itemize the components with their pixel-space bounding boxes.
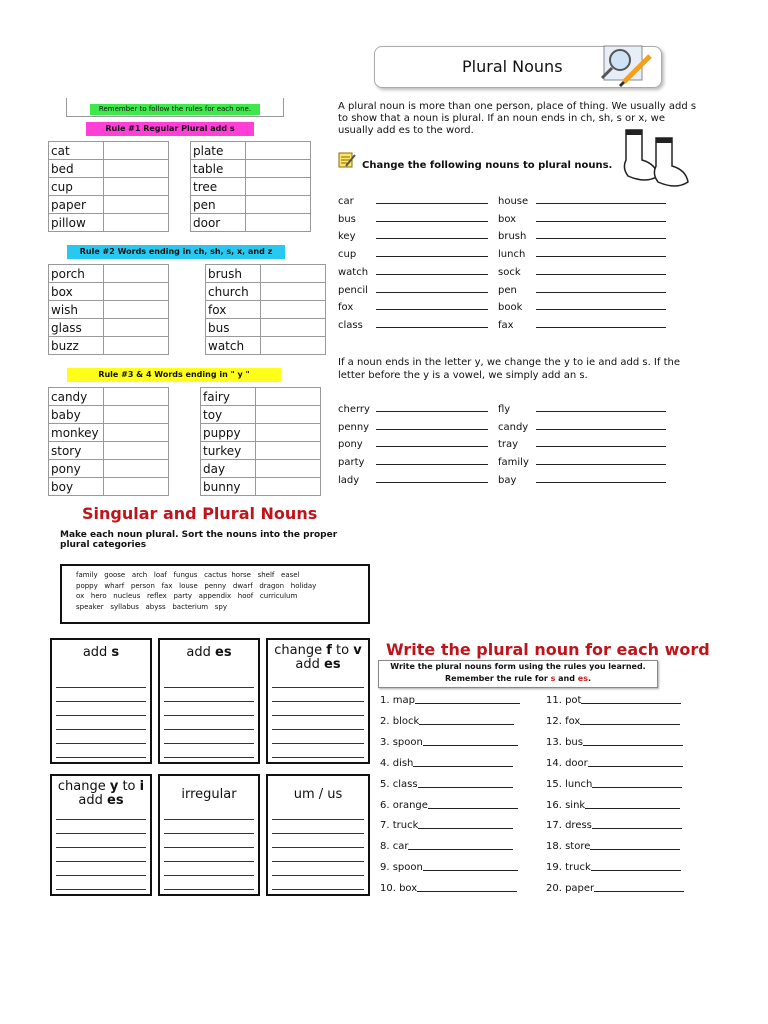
list-item — [380, 690, 520, 711]
word-cell: tree — [191, 178, 246, 196]
list-item — [546, 732, 683, 753]
intro-text: A plural noun is more than one person, place of thing. We usually add s to show that a noun is plural. If an noun ends in ch, sh, s or x, we usually add es to the word. — [338, 101, 697, 136]
word-cell: pillow — [49, 214, 104, 232]
answer-blank[interactable] — [376, 318, 488, 328]
noun-label: tray — [498, 439, 519, 451]
noun-label: candy — [498, 421, 529, 433]
answer-blank[interactable] — [376, 473, 488, 483]
word-cell: glass — [49, 319, 104, 337]
change-instruction: Change the following nouns to plural nouns. — [362, 160, 613, 171]
list-item — [498, 317, 666, 335]
answer-blank[interactable] — [423, 732, 518, 746]
list-item — [338, 472, 488, 490]
answer-blank[interactable] — [376, 229, 488, 239]
noun-label: party — [338, 457, 365, 469]
answer-cell[interactable] — [256, 424, 321, 442]
answer-cell[interactable] — [104, 406, 169, 424]
category-irregular: irregular — [158, 774, 260, 896]
word-cell: church — [206, 283, 261, 301]
answer-blank[interactable] — [419, 711, 514, 725]
list-item — [338, 211, 488, 229]
word-cell: wish — [49, 301, 104, 319]
answer-cell[interactable] — [104, 388, 169, 406]
answer-blank[interactable] — [590, 836, 680, 850]
answer-blank[interactable] — [376, 265, 488, 275]
answer-cell[interactable] — [104, 214, 169, 232]
table-row — [49, 424, 169, 442]
answer-cell[interactable] — [256, 478, 321, 496]
numbered-word: 10. box — [380, 883, 418, 895]
answer-blank[interactable] — [536, 420, 666, 430]
word-cell: story — [49, 442, 104, 460]
answer-blank[interactable] — [583, 732, 683, 746]
answer-blank[interactable] — [376, 283, 488, 293]
table-row — [49, 406, 169, 424]
answer-blank[interactable] — [376, 455, 488, 465]
list-item — [338, 264, 488, 282]
word-cell: cat — [49, 142, 104, 160]
table-row — [201, 388, 321, 406]
rule2-table-left — [48, 264, 169, 355]
table-row — [191, 160, 311, 178]
table-row — [49, 178, 169, 196]
table-row — [49, 337, 169, 355]
list-item — [338, 282, 488, 300]
answer-cell[interactable] — [256, 388, 321, 406]
table-row — [191, 178, 311, 196]
sort-instruction: Make each noun plural. Sort the nouns into the proper plural categories — [60, 530, 338, 550]
list-item — [498, 228, 666, 246]
answer-cell[interactable] — [104, 142, 169, 160]
list-item — [498, 454, 666, 472]
list-item — [546, 836, 680, 857]
answer-cell[interactable] — [104, 319, 169, 337]
numbered-word: 19. truck — [546, 862, 591, 874]
word-cell: buzz — [49, 337, 104, 355]
table-row — [201, 424, 321, 442]
answer-cell[interactable] — [104, 178, 169, 196]
answer-blank[interactable] — [536, 247, 666, 257]
numbered-word: 7. truck — [380, 820, 419, 832]
list-item — [380, 774, 513, 795]
noun-label: brush — [498, 231, 527, 243]
word-cell: cup — [49, 178, 104, 196]
word-cell: bed — [49, 160, 104, 178]
noun-label: fly — [498, 404, 511, 415]
noun-label: bus — [338, 213, 356, 225]
answer-blank[interactable] — [536, 402, 666, 412]
socks-image — [616, 124, 696, 190]
table-row — [191, 142, 311, 160]
list-item — [546, 753, 683, 774]
answer-blank[interactable] — [536, 229, 666, 239]
table-row — [49, 160, 169, 178]
list-item — [338, 193, 488, 211]
list-item — [380, 878, 517, 899]
list-item — [338, 454, 488, 472]
numbered-word: 11. pot — [546, 695, 582, 706]
answer-blank[interactable] — [536, 265, 666, 275]
numbered-word: 14. door — [546, 757, 588, 769]
table-row — [206, 319, 326, 337]
list-item — [380, 753, 513, 774]
list-item — [380, 795, 518, 816]
list-item — [498, 299, 666, 317]
list-item — [338, 401, 488, 419]
table-row — [49, 283, 169, 301]
reminder-text: Remember to follow the rules for each one. — [90, 104, 260, 115]
answer-blank[interactable] — [376, 247, 488, 257]
notepad-icon — [338, 152, 356, 168]
list-item — [498, 193, 666, 211]
noun-label: fax — [498, 319, 514, 331]
answer-cell[interactable] — [256, 442, 321, 460]
list-item — [380, 836, 513, 857]
list-item — [338, 246, 488, 264]
table-row — [49, 196, 169, 214]
answer-blank[interactable] — [591, 857, 681, 871]
answer-blank[interactable] — [536, 300, 666, 310]
noun-label: penny — [338, 421, 370, 433]
numbered-word: 5. class — [380, 778, 418, 790]
table-row — [191, 196, 311, 214]
answer-cell[interactable] — [246, 214, 311, 232]
table-row — [206, 337, 326, 355]
list-item — [498, 282, 666, 300]
list-item — [498, 419, 666, 437]
numbered-word: 13. bus — [546, 736, 583, 748]
answer-cell[interactable] — [104, 337, 169, 355]
list-item — [380, 815, 513, 836]
rule1-table-right — [190, 141, 311, 232]
list-item — [546, 878, 684, 899]
page-title: Plural Nouns — [462, 57, 563, 76]
table-row — [201, 460, 321, 478]
answer-blank[interactable] — [376, 300, 488, 310]
answer-blank[interactable] — [536, 212, 666, 222]
word-bank-line: ox hero nucleus reflex party appendix hoof curriculum — [76, 592, 298, 600]
answer-blank[interactable] — [536, 194, 666, 204]
numbered-word: 12. fox — [546, 715, 581, 727]
answer-blank[interactable] — [408, 836, 513, 850]
answer-blank[interactable] — [413, 753, 513, 767]
numbered-word: 4. dish — [380, 757, 414, 769]
magnifier-pencil-icon — [598, 44, 654, 88]
noun-label: lady — [338, 474, 360, 486]
y-rule-text: If a noun ends in the letter y, we change the y to ie and add s. If the letter before the y is a vowel, we simply add an s. — [338, 357, 680, 381]
write-instruction-line2: Remember the rule for s and es. — [445, 674, 591, 683]
table-row — [49, 301, 169, 319]
table-row — [49, 460, 169, 478]
answer-cell[interactable] — [104, 478, 169, 496]
rule2-label: Rule #2 Words ending in ch, sh, s, x, and z — [67, 245, 285, 259]
answer-blank[interactable] — [581, 690, 681, 704]
sort-title: Singular and Plural Nouns — [82, 504, 318, 523]
word-cell: turkey — [201, 442, 256, 460]
answer-blank[interactable] — [592, 774, 682, 788]
answer-blank[interactable] — [376, 437, 488, 447]
word-bank-text — [62, 566, 368, 612]
answer-blank[interactable] — [536, 318, 666, 328]
answer-blank[interactable] — [423, 857, 518, 871]
noun-label: box — [498, 213, 517, 225]
word-bank — [60, 564, 370, 624]
word-bank-line: speaker syllabus abyss bacterium spy — [76, 602, 227, 611]
noun-label: sock — [498, 266, 521, 278]
rule1-table-left — [48, 141, 169, 232]
list-item — [546, 711, 680, 732]
word-cell: fairy — [201, 388, 256, 406]
answer-blank[interactable] — [536, 437, 666, 447]
noun-label: pony — [338, 439, 363, 451]
numbered-word: 9. spoon — [380, 862, 423, 874]
list-item — [380, 711, 514, 732]
table-row — [201, 406, 321, 424]
list-item — [498, 401, 666, 419]
noun-label: cup — [338, 249, 357, 261]
word-cell: candy — [49, 388, 104, 406]
noun-label: pen — [498, 284, 517, 296]
answer-lines[interactable] — [164, 674, 254, 758]
noun-label: cherry — [338, 404, 370, 415]
noun-label: watch — [338, 266, 369, 278]
word-bank-line: family goose arch loaf fungus cactus horse shelf easel — [76, 571, 300, 579]
answer-lines[interactable] — [56, 674, 146, 758]
answer-blank[interactable] — [536, 283, 666, 293]
answer-cell[interactable] — [261, 319, 326, 337]
write-instruction-box — [378, 660, 658, 688]
noun-label: house — [498, 196, 529, 207]
answer-blank[interactable] — [417, 878, 517, 892]
numbered-word: 2. block — [380, 715, 420, 727]
answer-cell[interactable] — [256, 406, 321, 424]
list-item — [498, 211, 666, 229]
table-row — [49, 442, 169, 460]
word-cell: bunny — [201, 478, 256, 496]
list-item — [498, 246, 666, 264]
table-row — [206, 301, 326, 319]
rule2-table-right — [205, 264, 326, 355]
category-um-us: um / us — [266, 774, 370, 896]
table-row — [49, 142, 169, 160]
word-cell: brush — [206, 265, 261, 283]
answer-cell[interactable] — [261, 337, 326, 355]
answer-blank[interactable] — [536, 455, 666, 465]
word-cell: fox — [206, 301, 261, 319]
table-row — [49, 319, 169, 337]
numbered-word: 3. spoon — [380, 736, 423, 748]
answer-cell[interactable] — [104, 160, 169, 178]
noun-label: family — [498, 457, 529, 469]
answer-blank[interactable] — [376, 402, 488, 412]
write-instruction-line1: Write the plural nouns form using the rules you learned. — [390, 662, 646, 671]
answer-cell[interactable] — [256, 460, 321, 478]
answer-blank[interactable] — [580, 711, 680, 725]
answer-cell[interactable] — [104, 283, 169, 301]
word-cell: door — [191, 214, 246, 232]
list-item — [546, 795, 680, 816]
list-item — [546, 690, 681, 711]
word-cell: bus — [206, 319, 261, 337]
word-cell: box — [49, 283, 104, 301]
list-item — [380, 857, 518, 878]
category-add-es: add es — [158, 638, 260, 764]
answer-lines[interactable] — [164, 806, 254, 890]
answer-blank[interactable] — [376, 420, 488, 430]
table-row — [201, 478, 321, 496]
noun-label: class — [338, 319, 363, 331]
numbered-word: 16. sink — [546, 799, 586, 811]
list-item — [338, 228, 488, 246]
word-cell: plate — [191, 142, 246, 160]
noun-label: key — [338, 231, 356, 243]
table-row — [49, 388, 169, 406]
word-cell: puppy — [201, 424, 256, 442]
answer-blank[interactable] — [536, 473, 666, 483]
answer-cell[interactable] — [261, 265, 326, 283]
table-row — [206, 283, 326, 301]
answer-cell[interactable] — [246, 142, 311, 160]
word-cell: monkey — [49, 424, 104, 442]
word-cell: baby — [49, 406, 104, 424]
table-row — [49, 214, 169, 232]
list-item — [338, 317, 488, 335]
rule3-table-right — [200, 387, 321, 496]
word-cell: boy — [49, 478, 104, 496]
word-cell: pony — [49, 460, 104, 478]
write-title: Write the plural noun for each word — [386, 640, 710, 659]
list-item — [498, 264, 666, 282]
table-row — [49, 478, 169, 496]
answer-cell[interactable] — [104, 442, 169, 460]
answer-lines[interactable] — [56, 806, 146, 890]
list-item — [546, 774, 682, 795]
word-cell: watch — [206, 337, 261, 355]
numbered-word: 20. paper — [546, 883, 595, 895]
answer-cell[interactable] — [104, 460, 169, 478]
answer-cell[interactable] — [104, 196, 169, 214]
answer-cell[interactable] — [246, 160, 311, 178]
list-item — [546, 815, 682, 836]
answer-blank[interactable] — [594, 878, 684, 892]
list-item — [338, 419, 488, 437]
answer-lines[interactable] — [272, 806, 364, 890]
answer-blank[interactable] — [592, 815, 682, 829]
list-item — [498, 436, 666, 454]
word-cell: toy — [201, 406, 256, 424]
answer-blank[interactable] — [588, 753, 683, 767]
answer-blank[interactable] — [415, 690, 520, 704]
answer-cell[interactable] — [104, 301, 169, 319]
answer-blank[interactable] — [376, 194, 488, 204]
numbered-word: 8. car — [380, 841, 409, 853]
noun-label: lunch — [498, 249, 526, 261]
table-row — [206, 265, 326, 283]
numbered-word: 1. map — [380, 695, 415, 706]
numbered-word: 18. store — [546, 841, 591, 853]
list-item — [338, 299, 488, 317]
answer-blank[interactable] — [376, 212, 488, 222]
noun-label: pencil — [338, 284, 368, 296]
noun-label: fox — [338, 302, 354, 314]
category-change-f-to-v: change f to v add es — [266, 638, 370, 764]
answer-cell[interactable] — [261, 283, 326, 301]
rule1-label: Rule #1 Regular Plural add s — [86, 122, 254, 136]
answer-blank[interactable] — [418, 774, 513, 788]
answer-cell[interactable] — [261, 301, 326, 319]
numbered-word: 6. orange — [380, 799, 428, 811]
answer-cell[interactable] — [104, 424, 169, 442]
answer-lines[interactable] — [272, 674, 364, 758]
word-cell: pen — [191, 196, 246, 214]
noun-label: book — [498, 302, 523, 314]
word-cell: porch — [49, 265, 104, 283]
category-add-s: add s — [50, 638, 152, 764]
word-cell: day — [201, 460, 256, 478]
noun-label: car — [338, 196, 354, 207]
table-row — [191, 214, 311, 232]
numbered-word: 15. lunch — [546, 778, 593, 790]
numbered-word: 17. dress — [546, 820, 592, 832]
table-row — [201, 442, 321, 460]
answer-cell[interactable] — [246, 196, 311, 214]
table-row — [49, 265, 169, 283]
noun-label: bay — [498, 474, 517, 486]
list-item — [546, 857, 681, 878]
answer-blank[interactable] — [418, 815, 513, 829]
word-cell: table — [191, 160, 246, 178]
answer-blank[interactable] — [428, 795, 518, 809]
word-cell: paper — [49, 196, 104, 214]
list-item — [338, 436, 488, 454]
category-change-y-to-i: change y to i add es — [50, 774, 152, 896]
answer-cell[interactable] — [104, 265, 169, 283]
list-item — [498, 472, 666, 490]
rule3-label: Rule #3 & 4 Words ending in " y " — [67, 368, 281, 382]
answer-blank[interactable] — [585, 795, 680, 809]
answer-cell[interactable] — [246, 178, 311, 196]
rule3-table-left — [48, 387, 169, 496]
word-bank-line: poppy wharf person fax louse penny dwarf dragon holiday — [76, 581, 317, 590]
list-item — [380, 732, 518, 753]
